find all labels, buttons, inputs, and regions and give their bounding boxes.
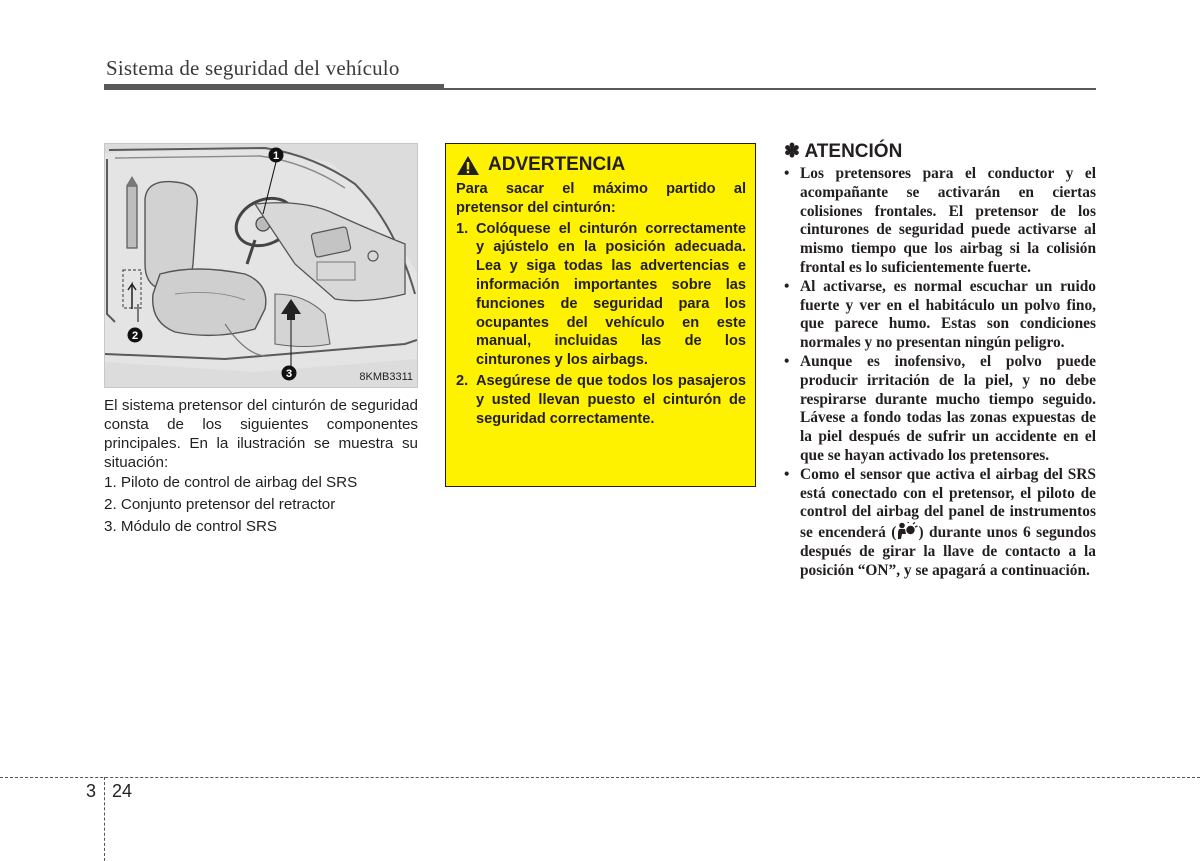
warning-title: ADVERTENCIA — [488, 154, 626, 175]
warning-list — [456, 220, 746, 429]
footer-dashed-rule — [0, 777, 1200, 778]
attention-item-text: Al activarse, es normal escuchar un ruido fuerte y ver en el habitáculo un polvo fino, que parece humo. Estas son condiciones normales y no presentan ningún peligro. — [800, 277, 1096, 352]
attention-item — [784, 353, 1096, 466]
header-rule-thin — [444, 88, 1096, 90]
car-interior-illustration — [104, 143, 418, 388]
attention-text-after-icon: ) durante unos 6 segundos después de girar la llave de contacto a la posición “ON”, y se apagará a continuación. — [800, 524, 1097, 579]
bullet: • — [784, 465, 790, 483]
bullet: • — [784, 277, 790, 295]
attention-item-text: Los pretensores para el conductor y el acompañante se activarán en ciertas colisiones frontales. El pretensor de los cinturones de seguridad puede activarse al mismo tiempo que los airbag si la colisión frontal es lo suficientemente fuerte. — [800, 165, 1096, 276]
callout-3-label: 3 — [285, 368, 293, 380]
warning-item-number: 1. — [456, 220, 469, 237]
footer-vertical-rule — [104, 777, 105, 861]
airbag-warning-icon — [896, 522, 918, 540]
chapter-number: 3 — [86, 781, 97, 801]
figure-code: 8KMB3311 — [359, 371, 413, 383]
header-rule — [104, 84, 444, 90]
page-number: 24 — [112, 781, 133, 801]
warning-item-text: Colóquese el cinturón correctamente y ajústelo en la posición adecuada. Lea y siga todas las advertencias e información importantes sobre las funciones de seguridad para los ocupantes del vehículo en este manual, incluidas las de los cinturones y los airbags. — [476, 220, 746, 369]
bullet: • — [784, 165, 790, 182]
warning-item-number: 2. — [456, 372, 469, 389]
attention-title: ✽ ATENCIÓN — [784, 141, 903, 162]
attention-item — [784, 165, 1096, 278]
attention-item-text: Aunque es inofensivo, el polvo puede producir irritación de la piel, y no debe respirarse durante mucho tiempo seguido. Lávese a fondo todas las zonas expuestas de la piel después de sufrir un accidente en el que se hayan activado los pretensores. — [800, 352, 1096, 464]
callout-1-label: 1 — [272, 150, 280, 162]
warning-intro: Para sacar el máximo partido al pretensor del cinturón: — [456, 181, 746, 216]
car-interior-drawing — [105, 144, 418, 388]
attention-section — [784, 140, 1096, 581]
warning-item — [456, 220, 746, 370]
attention-text-before-icon: Como el sensor que activa el airbag del SRS está conectado con el pretensor, el piloto de control del airbag del panel de instrumentos se encenderá ( — [800, 465, 1096, 542]
attention-item-text — [800, 466, 1096, 581]
attention-item — [784, 278, 1096, 353]
page-header-title: Sistema de seguridad del vehículo — [106, 56, 400, 80]
warning-header — [456, 154, 746, 176]
warning-box — [445, 143, 756, 487]
callout-2-label: 2 — [131, 330, 139, 342]
warning-item-text: Asegúrese de que todos los pasajeros y usted llevan puesto el cinturón de seguridad correctamente. — [476, 372, 746, 427]
components-list — [104, 472, 418, 538]
attention-item — [784, 466, 1096, 581]
warning-triangle-icon — [456, 155, 480, 176]
attention-list — [784, 165, 1096, 581]
component-item: 2. Conjunto pretensor del retractor — [104, 496, 336, 513]
component-item: 3. Módulo de control SRS — [104, 518, 278, 535]
bullet: • — [784, 352, 790, 370]
warning-item — [456, 372, 746, 428]
intro-paragraph: El sistema pretensor del cinturón de seguridad consta de los siguientes componentes principales. En la ilustración se muestra su situación: — [104, 397, 418, 471]
component-item: 1. Piloto de control de airbag del SRS — [104, 474, 358, 491]
